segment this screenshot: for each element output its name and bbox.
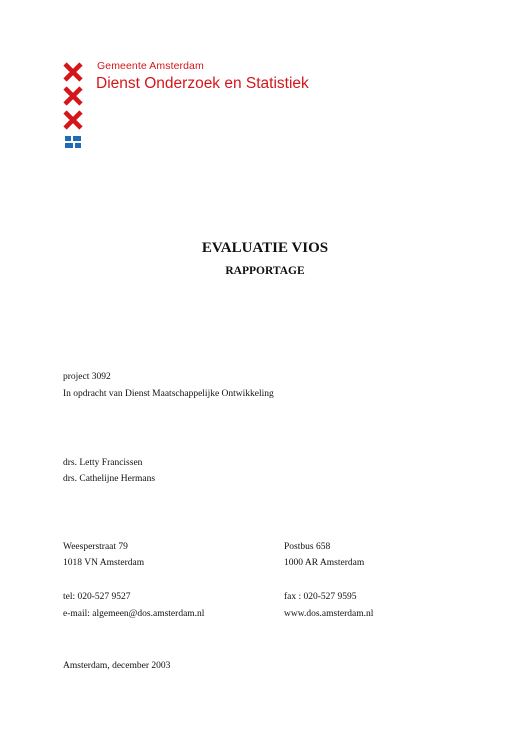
cross-icon — [65, 64, 81, 80]
commission-line: In opdracht van Dienst Maatschappelijke Ontwikkeling — [63, 389, 274, 399]
report-title: EVALUATIE VIOS — [201, 240, 329, 256]
fax-number: fax : 020-527 9595 — [284, 592, 357, 602]
website: www.dos.amsterdam.nl — [284, 609, 374, 619]
place-date: Amsterdam, december 2003 — [63, 661, 171, 671]
email-address: e-mail: algemeen@dos.amsterdam.nl — [63, 609, 205, 619]
cross-icon — [65, 112, 81, 128]
department-name: Dienst Onderzoek en Statistiek — [96, 75, 309, 92]
telephone: tel: 020-527 9527 — [63, 592, 131, 602]
report-subtitle: RAPPORTAGE — [225, 265, 305, 277]
author-name: drs. Letty Francissen — [63, 458, 143, 468]
street-address: Weesperstraat 79 — [63, 542, 128, 552]
cross-icon — [65, 88, 81, 104]
postbus: Postbus 658 — [284, 542, 331, 552]
postbus-city: 1000 AR Amsterdam — [284, 558, 365, 568]
project-number: project 3092 — [63, 372, 111, 382]
postal-city: 1018 VN Amsterdam — [63, 558, 145, 568]
blue-dots-icon — [65, 136, 81, 148]
author-name: drs. Cathelijne Hermans — [63, 474, 156, 484]
organization-name: Gemeente Amsterdam — [97, 60, 204, 72]
amsterdam-crosses-logo — [62, 61, 84, 151]
